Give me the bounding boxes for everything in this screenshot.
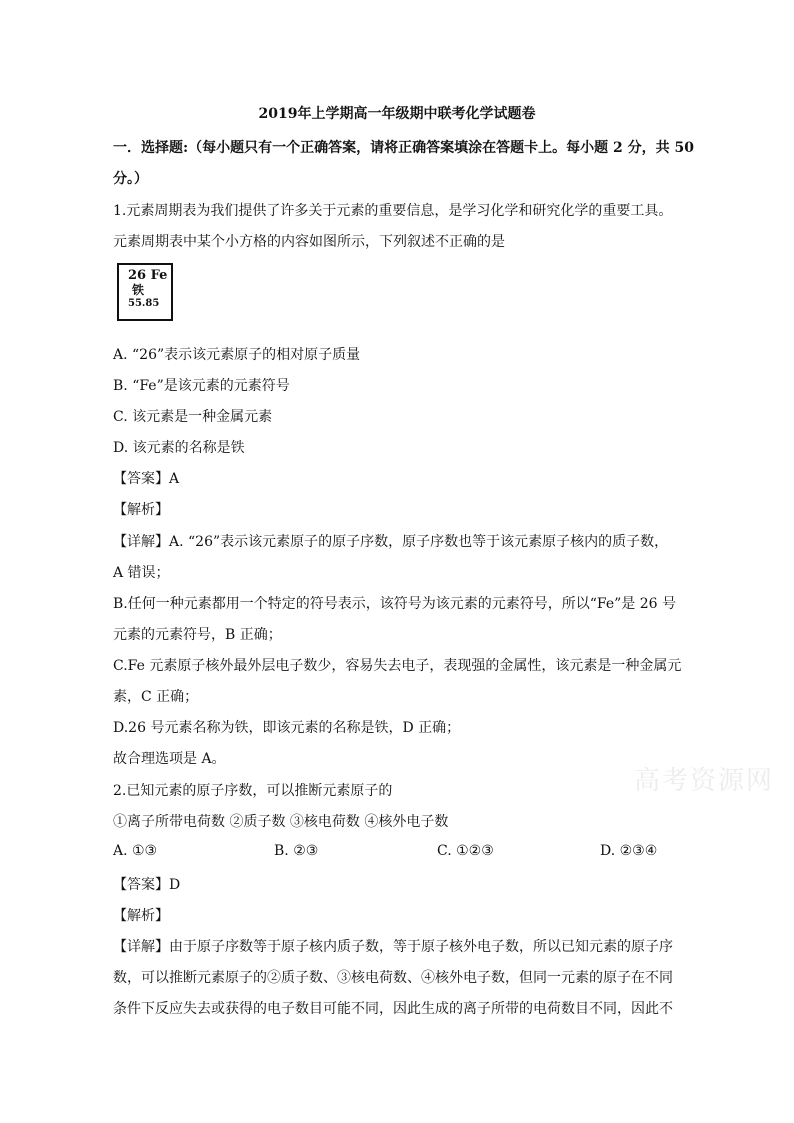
q1-stem: 1.元素周期表为我们提供了许多关于元素的重要信息，是学习化学和研究化学的重要工具。 [113,203,673,219]
q2-option-c: C. ①②③ [437,843,494,859]
q1-detail-line: 【详解】A. “26”表示该元素原子的原子序数，原子序数也等于该元素原子核内的质子数， [113,534,669,550]
watermark: 高考资源网 [634,766,775,796]
element-box-figure [117,263,173,321]
q2-option-b: B. ②③ [274,843,319,859]
q2-option-d: D. ②③④ [600,843,658,859]
section-heading-cont: 分。） [113,171,148,187]
q2-detail-line: 【详解】由于原子序数等于原子核内质子数，等于原子核外电子数，所以已知元素的原子序 [113,939,673,955]
element-mass: 55.85 [128,298,160,309]
q1-option-d: D. 该元素的名称是铁 [113,440,245,456]
q1-option-b: B. “Fe”是该元素的元素符号 [113,378,290,394]
q1-detail-line: 素，C 正确； [113,689,199,705]
q1-stem-cont: 元素周期表中某个小方格的内容如图所示，下列叙述不正确的是 [113,234,505,250]
q1-option-c: C. 该元素是一种金属元素 [113,409,273,425]
q1-detail-line: D.26 号元素名称为铁，即该元素的名称是铁，D 正确； [113,720,461,736]
q1-detail-line: 故合理选项是 A。 [113,751,226,767]
section-heading: 一．选择题:（每小题只有一个正确答案，请将正确答案填涂在答题卡上。每小题 2 分，共 50 [113,140,695,156]
q1-analysis-label: 【解析】 [113,502,169,518]
element-name: 铁 [132,283,145,297]
q2-options-row [113,843,713,861]
q1-detail-line: 元素的元素符号，B 正确； [113,627,282,643]
element-number-symbol: 26 Fe [128,268,168,283]
q2-option-a: A. ①③ [113,843,158,859]
q2-analysis-label: 【解析】 [113,908,169,924]
q1-detail-line: A 错误； [113,565,170,581]
page-title: 2019年上学期高一年级期中联考化学试题卷 [258,106,536,122]
q1-detail-line: C.Fe 元素原子核外最外层电子数少，容易失去电子，表现强的金属性，该元素是一种金属元 [113,658,682,674]
q1-answer: 【答案】A [113,471,180,487]
q1-detail-line: B.任何一种元素都用一个特定的符号表示，该符号为该元素的元素符号，所以“Fe”是 26 号 [113,596,676,612]
q2-detail-line: 数，可以推断元素原子的②质子数、③核电荷数、④核外电子数，但同一元素的原子在不同 [113,970,673,986]
q1-option-a: A. “26”表示该元素原子的相对原子质量 [113,347,361,363]
q2-detail-line: 条件下反应失去或获得的电子数目可能不同，因此生成的离子所带的电荷数目不同，因此不 [113,1001,673,1017]
q2-answer: 【答案】D [113,877,181,893]
q2-stem: 2.已知元素的原子序数，可以推断元素原子的 [113,783,393,799]
q2-items: ①离子所带电荷数 ②质子数 ③核电荷数 ④核外电子数 [113,814,449,830]
